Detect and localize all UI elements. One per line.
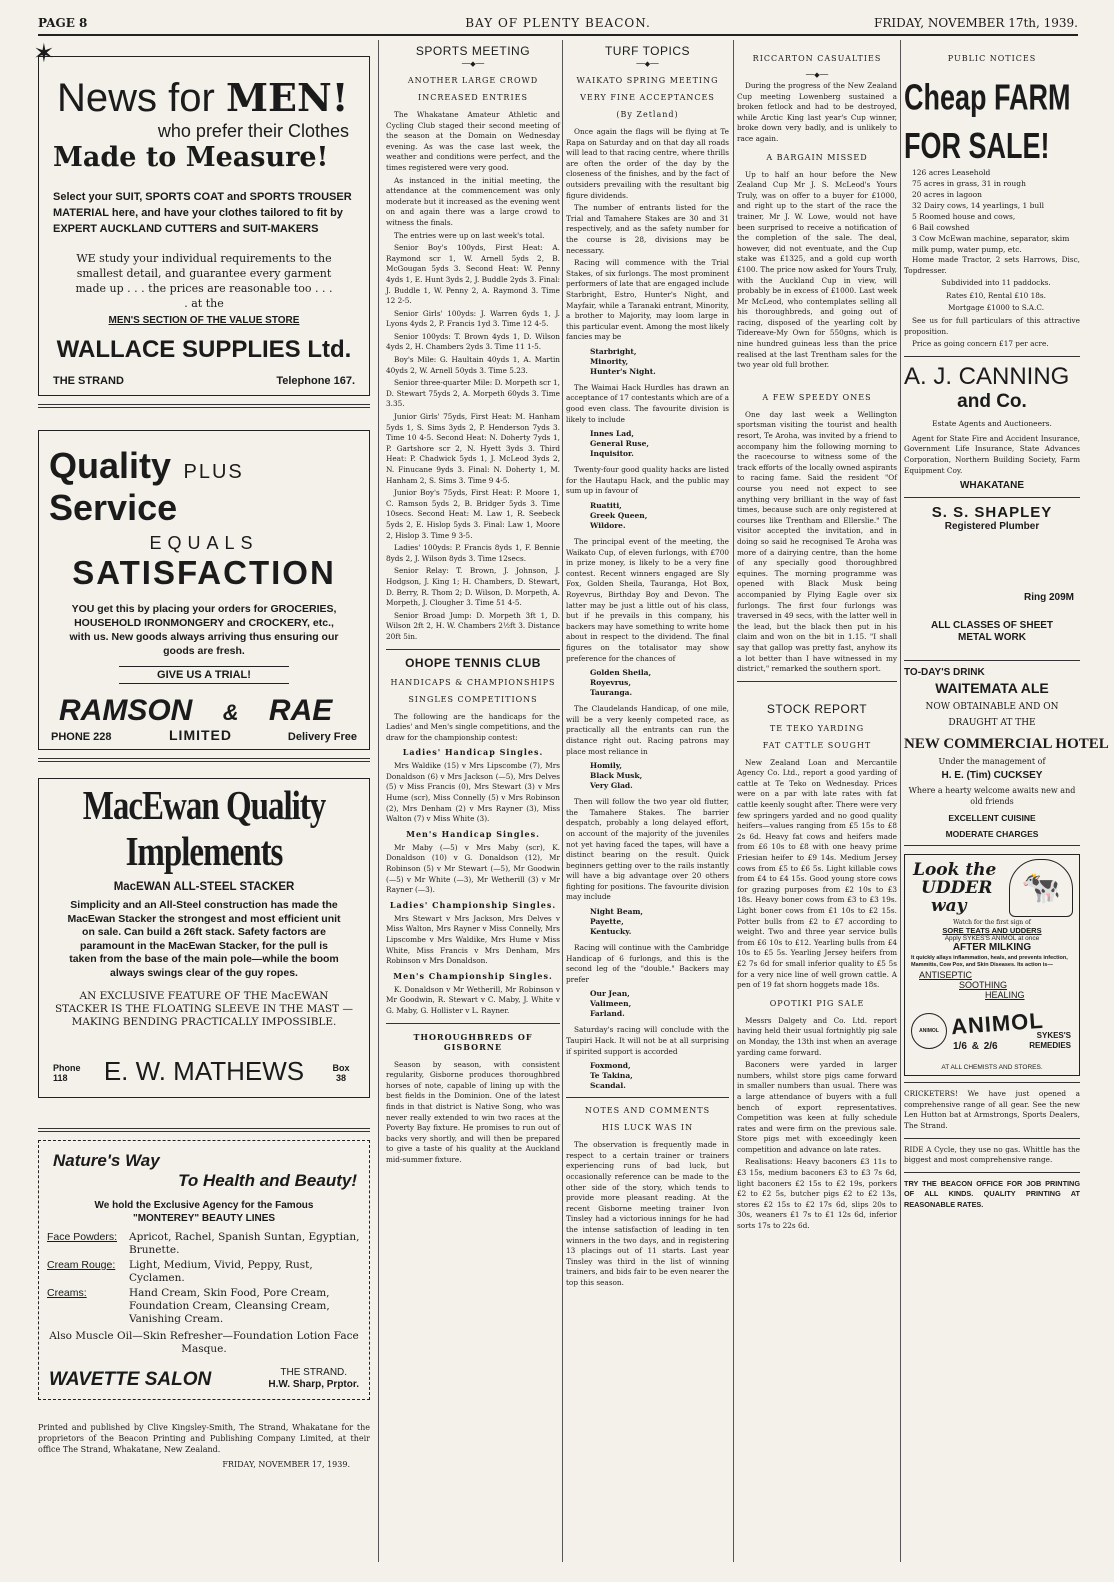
article-paragraph: The Whakatane Amateur Athletic and Cycling Club staged their second meeting of the season at the Domain on Wednesday evening. As was the case last week, the weather and conditions were perfect, and the times registered were very good.: [386, 110, 560, 172]
ad-company: E. W. MATHEWS: [103, 1056, 305, 1086]
article-paragraph: Messrs Dalgety and Co. Ltd. report having held their usual fortnightly pig sale on Monday, the 13th inst when an average yarding came forward.: [737, 1015, 897, 1057]
byline: (By Zetland): [616, 110, 679, 119]
article-paragraph: Mr Maby (—5) v Mrs Maby (scr), K. Donaldson (10) v G. Donaldson (12), Mr Robinson (5) v Mr Stewart (—5), Mr Goodwin (—5) v Mr White (—3), Mr Wetherill (3) v Mr Rayner (—3).: [386, 842, 560, 895]
waitemata-now: NOW OBTAINABLE AND ON: [925, 702, 1059, 713]
animol-chemists: AT ALL CHEMISTS AND STORES.: [941, 1064, 1043, 1072]
wallace-supplies-ad: [33, 39, 370, 396]
selections: Golden Sheila, Royevrus, Tauranga.: [590, 668, 652, 698]
waitemata-draught: DRAUGHT AT THE: [948, 718, 1036, 729]
ad-also: Also Muscle Oil—Skin Refresher—Foundation Lotion Face Masque.: [49, 1330, 359, 1355]
racing-stock-column: [737, 40, 897, 1565]
ad-phone: PHONE 228: [51, 731, 112, 743]
animol-sykes: SYKES'S: [1036, 1031, 1071, 1041]
notices-headline: PUBLIC NOTICES: [947, 54, 1037, 63]
tennis-section-head: Men's Handicap Singles.: [406, 828, 540, 839]
farm-sale-headline: [904, 73, 1080, 170]
waitemata-ad: [904, 667, 1109, 840]
stock-headline: STOCK REPORT: [766, 701, 868, 716]
article-paragraph: Boy's Mile: G. Haultain 40yds 1, A. Martin 40yds 2, W. Arnell 50yds 3. Time 5.23.: [386, 355, 560, 375]
animol-brand: ANIMOL: [950, 1007, 1045, 1040]
ad-section: MEN'S SECTION OF THE VALUE STORE: [108, 315, 300, 326]
article-paragraph: The entries were up on last week's total.: [394, 230, 545, 240]
ad-title: MacEwan Quality Implements: [82, 783, 326, 875]
tennis-section-head: Men's Championship Singles.: [393, 970, 553, 981]
ad-delivery: Delivery Free: [287, 731, 357, 743]
farm-rates: Rates £10, Rental £10 18s.: [946, 290, 1046, 300]
ad-quality: Quality: [49, 445, 172, 486]
article-paragraph: The observation is frequently made in respect to a certain trainer or trainers experiencing runs of bad luck, but occasionally reference can be made to the other side of the story, which tends to provide more pleasant reading. At the recent Gisborne meeting trainer Ivon Tinsley had a victorious innings for he had the intense satisfaction of leading in ten winners in the two days, and in registering 13 placings out of 11 starts. Last year Tinsley was third in the list of winning trainers, and bids fair to be even nearer the top this season.: [566, 1140, 729, 1287]
turf-subhead: WAIKATO SPRING MEETING: [576, 76, 719, 85]
ad-exclusive: AN EXCLUSIVE FEATURE OF THE MacEWAN STACKER IS THE FLOATING SLEEVE IN THE MAST — MAKING BENDING PRACTICALLY IMPOSSIBLE.: [54, 990, 354, 1028]
article-paragraph: Racing will commence with the Trial Stakes, of six furlongs. The most prominent performers of late that are engaged include Starbright, Estro, Hunter's Night, and Mayfair, while a Taranaki entrant, Minority, a brother to Majority, may loom large in this particular event. Among the most likely fancies may be: [566, 258, 729, 342]
article-paragraph: The principal event of the meeting, the Waikato Cup, of eleven furlongs, with £700 in prize money, is likely to be a very fine contest. Recent winners engaged are Sly Fox, Golden Sheila, Tauranga, Hot Box, Royevrus, Birthday Boy and Devon. The latter may be just a little out of his class, but if he prevails in this company, his backers may have something to write home about in respect to the dividend. The final figures on the totalisator may show preference for the chances of: [566, 537, 729, 663]
ad-service: Service: [49, 487, 178, 528]
stock-subhead: TE TEKO YARDING: [769, 723, 865, 733]
imprint-date: FRIDAY, NOVEMBER 17, 1939.: [222, 1460, 350, 1469]
imprint-text: Printed and published by Clive Kingsley-Smith, The Strand, Whakatane for the proprietors of the Beacon Printing and Publishing Company Limited, at their office The Strand, Whakatane, New Zealand.: [38, 1423, 370, 1454]
shapley-trade: Registered Plumber: [944, 521, 1040, 533]
page-number: PAGE 8: [38, 16, 88, 30]
notes-headline: NOTES AND COMMENTS: [584, 1106, 711, 1116]
sports-subhead: ANOTHER LARGE CROWD: [407, 76, 539, 85]
product-row: [47, 1259, 361, 1285]
ad-subtitle: To Health and Beauty!: [178, 1171, 357, 1190]
ad-headline-bold: MEN!: [225, 75, 349, 120]
ad-telephone: Telephone 167.: [276, 375, 355, 387]
article-paragraph: As instanced in the initial meeting, the attendance at the commencement was only moderate but it increased as the evening went on and again there was a large crowd to witness the finals.: [386, 175, 560, 227]
pig-sale-headline: OPOTIKI PIG SALE: [769, 998, 865, 1008]
animol-after: AFTER MILKING: [952, 942, 1032, 954]
article-paragraph: Baconers were yarded in larger numbers, whilst store pigs came forward in smaller numbers than usual. There was a large attendance of buyers with a full bench of export representatives. Competition was keen at fully schedule rates and were firm on the previous sale. Store pigs met with exceedingly keen competition and advance on late rates.: [737, 1060, 897, 1154]
ad-tagline: who prefer their Clothes: [157, 121, 349, 141]
product-row: [47, 1231, 361, 1257]
article-paragraph: Junior Boy's 75yds, First Heat: P. Moore 1, C. Ramson 5yds 2, B. Bridger 5yds 3. Time 10secs. Second Heat: M. Law 1, R. Seebeck 5yds 2, E. Hislop 5yds 3. Final: Law 1, Moore 2, Hislop 3. Time 9 3-5.: [386, 488, 560, 540]
article-paragraph: Senior Relay: T. Brown, J. Johnson, J. Hodgson, J. King 1; H. Chambers, D. Stewart, D. Berry, R. Thom 2; D. Wilson, D. Morpeth, A. Morpeth, J. Clougher 3. Time 51 4-5.: [386, 566, 560, 608]
canning-agent: Agent for State Fire and Accident Insurance, Government Life Insurance, State Advances Corporation, Northern Building Society, Farm Equipment Coy.: [904, 433, 1080, 475]
ad-slogan: Made to Measure!: [53, 142, 329, 173]
farm-subdivided: Subdivided into 11 paddocks.: [941, 278, 1051, 288]
canning-name: A. J. CANNING: [904, 362, 1070, 390]
riccarton-headline: RICCARTON CASUALTIES: [752, 54, 882, 63]
turf-column: [566, 40, 729, 1565]
article-paragraph: During the progress of the New Zealand Cup meeting Lowenberg sustained a broken fetlock and had to be destroyed, while Arctic King last year's Cup winner, broke down very badly, and is unlikely to race again.: [737, 81, 897, 143]
animol-look: Look the: [913, 860, 997, 881]
animol-antiseptic: ANTISEPTIC: [919, 970, 973, 981]
ad-phone: Phone 118: [53, 1063, 81, 1083]
sports-headline: SPORTS MEETING: [415, 44, 531, 58]
cricketers-notice: CRICKETERS! We have just opened a comprehensive range of all gear. See the new Len Hutton bat at Armstrongs, Sports Dealers, The Strand.: [904, 1089, 1080, 1130]
ad-study: WE study your individual requirements to the smallest detail, and guarantee every garment made up . . . the prices are reasonable too . . . . at the: [75, 252, 333, 310]
canning-co: and Co.: [957, 390, 1027, 412]
product-values: Hand Cream, Skin Food, Pore Cream, Foundation Cream, Cleansing Cream, Vanishing Cream.: [129, 1287, 330, 1325]
hotel-name: NEW COMMERCIAL HOTEL: [904, 736, 1109, 753]
masthead: [38, 12, 1078, 36]
ad-plus: PLUS: [183, 461, 244, 483]
ad-agency: We hold the Exclusive Agency for the Famous "MONTEREY" BEAUTY LINES: [94, 1200, 314, 1224]
shapley-ad: [904, 504, 1080, 654]
ad-address: THE STRAND: [53, 375, 124, 387]
farm-see: See us for full particulars of this attractive proposition.: [904, 315, 1080, 336]
ad-ampersand: &: [222, 700, 239, 725]
ad-ramson: RAMSON: [59, 694, 193, 727]
farm-home: Home made Tractor, 2 sets Harrows, Disc, Topdresser.: [904, 255, 1080, 275]
article-paragraph: Senior three-quarter Mile: D. Morpeth scr 1, D. Stewart 75yds 2, A. Morpeth 60yds 3. Time 3.35.: [386, 378, 560, 409]
article-paragraph: Up to half an hour before the New Zealand Cup Mr J. S. McLeod's Yours Truly, was on offer to a buyer for £1000, and right up to the start of the race the trainer, Mr J. W. Lowe, would not have been surprised to receive a notification of the completion of the sale. The deal, however, did not eventuate, and the Cup stake was £1325, and a gold cup worth £100. The price now asked for Yours Truly, with the Auckland Cup in view, will probably be in excess of £1000. Last week Mr McLeod, who contemplates selling all his thoroughbreds, and going out of racing, disposed of the yearling colt by Tidereave-My Own for 550gns, which is nine hundred guineas less than the price realised at the last Trentham sales for the two year old full brother.: [737, 169, 897, 370]
animol-price-2: 2/6: [983, 1041, 998, 1053]
speedy-headline: A FEW SPEEDY ONES: [762, 392, 872, 402]
article-paragraph: Racing will continue with the Cambridge Handicap of 6 furlongs, and this is the second leg of the "double." Backers may prefer: [566, 943, 729, 984]
article-paragraph: K. Donaldson v Mr Wetherill, Mr Robinson v Mr Goodwin, R. Stewart v C. Maby, J. White v G. Maby, G. Hollister v L. Rayner.: [386, 984, 560, 1015]
ad-equals: EQUALS: [149, 533, 259, 553]
animol-watch: Watch for the first sign of: [953, 919, 1031, 927]
hotel-charges: MODERATE CHARGES: [945, 829, 1039, 840]
article-paragraph: The following are the handicaps for the Ladies' and Men's single competitions, and the draw for the championship contest:: [386, 711, 560, 742]
animol-remedies: REMEDIES: [1029, 1041, 1071, 1051]
hotel-cuisine: EXCELLENT CUISINE: [948, 813, 1036, 824]
article-paragraph: Twenty-four good quality hacks are listed for the Hautapu Hack, and the public may sum up in favour of: [566, 465, 729, 496]
ad-title: Nature's Way: [53, 1151, 160, 1170]
article-paragraph: Junior Girls' 75yds, First Heat: M. Hanham 5yds 1, S. Sims 3yds 2, P. Henderson 7yds 3. Time 10 4-5. Second Heat: N. Doherty 7yds 1, P. Gartshore scr 2, N. Hyett 3yds 3. Third Heat: P. Chadwick 5yds 1, J. McLeod 3yds 2, N. Finucane 9yds 3. Final: N. Doherty 1, M. Hanham 2, S. Sims 3. Time 9 4-5.: [386, 412, 560, 485]
ad-address: THE STRAND.: [280, 1367, 348, 1378]
animol-soothing: SOOTHING: [959, 980, 1008, 991]
ornament-icon: ──◆──: [461, 60, 485, 68]
shapley-sheet: ALL CLASSES OF SHEET METAL WORK: [930, 620, 1054, 644]
hotel-manager: H. E. (Tim) CUCKSEY: [941, 770, 1043, 782]
ad-body: Simplicity and an All-Steel construction has made the MacEwan Stacker the strongest and most efficient unit on sale. Can build a 26ft stack. Safety factors are paramount in the MacEwan Stacker, for the pull is taken from the base of the main pole—while the boom always swings clear of the guy ropes.: [67, 899, 341, 979]
notices-column: [904, 40, 1109, 1565]
ad-body: YOU get this by placing your orders for GROCERIES, HOUSEHOLD IRONMONGERY and CROCKERY, etc., with us. New goods always arriving thus ensuring our goods are fresh.: [69, 603, 339, 657]
advert-column: [33, 39, 370, 1565]
ad-rae: RAE: [268, 694, 333, 727]
selections: Foxmond, Te Takina, Scandal.: [590, 1061, 633, 1091]
article-paragraph: Ladies' 100yds: P. Francis 8yds 1, F. Bennie 8yds 2, J. Wilson 8yds 3. Time 12secs.: [386, 543, 560, 563]
ad-salon: WAVETTE SALON: [49, 1369, 212, 1390]
animol-sore: SORE TEATS AND UDDERS: [942, 926, 1042, 936]
product-label: Creams:: [47, 1287, 87, 1299]
cycle-notice: RIDE A Cycle, they use no gas. Whittle has the biggest and most comprehensive range.: [904, 1144, 1080, 1165]
article-paragraph: One day last week a Wellington sportsman visiting the tourist and health resort, Te Aroha, was invited by a friend to accompany him the following morning to the racecourse to witness some of the track efforts of the locally owned aspirants to racing fame. Said the resident "Of course you need not expect to see anything very brilliant in the way of fast times, because such are only registered at courses like Trentham and Ellerslie." The visitor accepted the invitation, and in doing so said he recognised Te Aroha was more of a dairying centre, than the home of any specially good thoroughbred equines. The morning programme was opened with Black Musk being accompanied by Flying Eagle over six furlongs. The first four furlongs was traversed in 49 secs, with the latter well in the lead, but the black then put in his claim and won on the bit in 1.15. "I shall say that gallop was pretty fast, anyhow its a lot better than I have witnessed in my district," remarked the southern sport.: [737, 409, 897, 674]
ornament-icon: ──◆──: [805, 71, 829, 79]
macewan-ad: [38, 778, 370, 1098]
canning-trade: Estate Agents and Auctioneers.: [932, 418, 1052, 428]
ad-proprietor: H.W. Sharp, Prptor.: [268, 1379, 359, 1390]
animol-way: way: [931, 896, 967, 917]
farm-price: Price as going concern £17 per acre.: [912, 339, 1049, 349]
tennis-headline: OHOPE TENNIS CLUB: [405, 655, 541, 670]
waitemata-ale: WAITEMATA ALE: [935, 680, 1049, 697]
ad-trial: GIVE US A TRIAL!: [119, 666, 289, 684]
selections: Night Beam, Payette, Kentucky.: [590, 907, 643, 937]
selections: Homily, Black Musk, Very Glad.: [590, 761, 643, 791]
article-paragraph: The Claudelands Handicap, of one mile, will be a very keenly competed race, as practically all the entrants can run the distance right out. Racing patrons may place most reliance in: [566, 704, 729, 756]
shapley-ring: Ring 209M: [1023, 592, 1074, 604]
tennis-subhead: HANDICAPS & CHAMPIONSHIPS: [390, 677, 556, 687]
selections: Our Jean, Valimeen, Farland.: [590, 989, 632, 1019]
ad-subtitle: MacEWAN ALL-STEEL STACKER: [113, 881, 295, 893]
article-paragraph: Realisations: Heavy baconers £3 11s to £3 15s, medium baconers £3 to £3 7s 6d, light baconers £2 15s to £2 19s, porkers £2 to £2 5s, butcher pigs £2 to £2 13s, stores £2 15s to £2 17s 6d, slips 20s to 30s, weaners £1 7s to £1 12s 6d, inferior sorts 17s to 22s 6d.: [737, 1157, 897, 1231]
farm-mortgage: Mortgage £1000 to S.A.C.: [947, 303, 1045, 313]
turf-subhead-2: VERY FINE ACCEPTANCES: [580, 93, 715, 102]
farm-sale-line-2: FOR SALE!: [904, 125, 1050, 167]
tennis-subhead-2: SINGLES COMPETITIONS: [408, 694, 538, 704]
imprint: [38, 1422, 370, 1470]
product-label: Cream Rouge:: [47, 1259, 116, 1271]
product-values: Light, Medium, Vivid, Peppy, Rust, Cyclamen.: [129, 1259, 313, 1284]
ramson-rae-ad: [38, 430, 370, 750]
article-paragraph: The Waimai Hack Hurdles has drawn an acceptance of 17 contestants which are of a good even class. The favourite division is likely to include: [566, 382, 730, 424]
selections: Starbright, Minority, Hunter's Night.: [590, 346, 656, 376]
star-icon: ✶: [33, 39, 55, 69]
article-paragraph: The number of entrants listed for the Trial and Tamahere Stakes are 30 and 31 respectively, and as the safety number for the course is 28, divisions may be necessary.: [566, 203, 729, 255]
animol-healing: HEALING: [985, 990, 1025, 1001]
hotel-management: Under the management of: [938, 757, 1046, 767]
bargain-headline: A BARGAIN MISSED: [766, 152, 868, 162]
animol-quick: It quickly allays inflammation, heals, and prevents infection, Mammitis, Cow Pox, and Skin Diseases. Its action is—: [911, 955, 1068, 968]
product-list: [47, 1231, 361, 1326]
product-row: [47, 1287, 361, 1326]
article-paragraph: Senior Girls' 100yds: J. Warren 6yds 1, J. Lyons 4yds 2, P. Francis 1yd 3. Time 12 4-5.: [386, 308, 560, 329]
ad-box: Box 38: [332, 1063, 350, 1083]
article-paragraph: Senior Boy's 100yds, First Heat: A. Raymond scr 1, W. Arnell 5yds 2, B. McGougan 5yds 3. Second Heat: W. Penny 4yds 1, E. Hunt 3yds 2, J. Buddle 2yds 3. Final: J. Buddle 1, W. Penny 2, A. Raymond 3. Time 12 2-5.: [386, 243, 560, 306]
selections: Innes Lad, General Ruse, Inquisitor.: [590, 429, 649, 459]
wavette-salon-ad: [38, 1140, 370, 1400]
hotel-welcome: Where a hearty welcome awaits new and old friends: [908, 786, 1076, 807]
ad-company: WALLACE SUPPLIES Ltd.: [56, 336, 352, 363]
ad-satisfaction: SATISFACTION: [72, 554, 336, 591]
ad-body: Select your SUIT, SPORTS COAT and SPORTS TROUSER MATERIAL here, and have your clothes tailored to fit by EXPERT AUCKLAND CUTTERS and SUIT-MAKERS: [53, 191, 352, 235]
stock-subhead-2: FAT CATTLE SOUGHT: [762, 740, 872, 750]
animol-apply: Apply SYKES'S ANIMOL at once: [944, 935, 1040, 943]
gisborne-headline: THOROUGHBREDS OF GISBORNE: [413, 1031, 533, 1052]
farm-details: 126 acres Leasehold 75 acres in grass, 31 in rough 20 acres in lagoon 32 Dairy cows, 14 yearlings, 1 bull 5 Roomed house and cows, 6 Bail cowshed 3 Cow McEwan machine, separator, skim milk pump, water pump, etc.: [912, 168, 1070, 254]
farm-sale-line-1: Cheap FARM: [904, 77, 1071, 118]
paper-title: BAY OF PLENTY BEACON.: [465, 16, 651, 30]
animol-ad: Look the UDDER way 🐄 Watch for the first sign of SORE TEATS AND UDDERS Apply SYKES'S ANIMOL at once AFTER MILKING It quickly allays inflammation, heals, and prevents infection, Mammitis, Cow Pox, and Skin Diseases. Its action is— ANTISEPTIC SOOTHING HEALING ANIMOL ANIMOL SYKES'S REMEDIES 1/6 & 2/6 AT ALL CHEMISTS AND STORES.: [904, 854, 1080, 1076]
selections: Ruatiti, Greek Queen, Wildore.: [590, 501, 648, 531]
article-paragraph: Mrs Stewart v Mrs Jackson, Mrs Delves v Miss Walton, Mrs Rayner v Miss Connelly, Mrs Lipscombe v Mrs Waldike, Mrs Hume v Miss White, Miss Francis v Mrs Denham, Mrs Robinson v Mrs Donaldson.: [386, 913, 560, 966]
issue-date: FRIDAY, NOVEMBER 17th, 1939.: [874, 16, 1078, 30]
ornament-icon: ──◆──: [636, 60, 659, 68]
animol-udder: UDDER: [921, 878, 993, 899]
animol-price-1: 1/6: [953, 1041, 967, 1053]
printing-notice: TRY THE BEACON OFFICE FOR JOB PRINTING OF ALL KINDS. QUALITY PRINTING AT REASONABLE RATES.: [904, 1178, 1080, 1209]
tennis-section-head: Ladies' Championship Singles.: [389, 899, 557, 910]
shapley-name: S. S. SHAPLEY: [931, 504, 1053, 522]
sports-column: [386, 40, 560, 1565]
canning-town: WHAKATANE: [959, 480, 1025, 492]
turf-headline: TURF TOPICS: [604, 44, 691, 58]
ad-headline: News for: [57, 76, 215, 120]
canning-ad: [904, 363, 1080, 491]
article-paragraph: Saturday's racing will conclude with the Taupiri Hack. It will not be at all surprising if spirited support is accorded: [566, 1025, 729, 1056]
article-paragraph: Once again the flags will be flying at Te Rapa on Saturday and on that day all roads will lead to that racing centre, where thrills are often the order of the day by the closeness of the finishes, and by the fact of outsiders prevailing with the resultant big figure dividends.: [566, 127, 729, 200]
ad-limited: LIMITED: [169, 727, 232, 743]
cow-icon: 🐄: [1009, 859, 1073, 917]
animol-tin-icon: ANIMOL: [911, 1013, 947, 1049]
article-paragraph: Mrs Waldike (15) v Mrs Lipscombe (7), Mrs Donaldson (6) v Mrs Jackson (—5), Mrs Delves (5) v Miss Francis (0), Mrs Stewart (3) v Mrs Hume (scr), Miss Connelly (5) v Mrs Robinson (2), Mrs Denham (2) v Mrs Rayner (3), Miss Walton (7) v Miss White (3).: [386, 761, 560, 824]
product-label: Face Powders:: [47, 1231, 118, 1243]
article-paragraph: New Zealand Loan and Mercantile Agency Co. Ltd., report a good yarding of cattle at Te Teko on Wednesday. Prices were on a par with late rates with fat cattle keenly sought after. There were very few springers yarded and no good quality heifers—values ranging from £5 15s to £8 2s 6d. Heavy fat cows and heifers made from £6 10s to £8 with one heavy prime Friesian heifer to £9 14s. Medium Jersey cows from £5 to £6 5s. Light killable cows from £4 to £4 15s. Good young store cows for grazing purposes from £2 10s to £3 18s. Heavy boner cows from £3 to £3 19s. Light boner cows from £1 10s to £2 15s. Potter bulls from £2 to £7 according to weight. Two and three year service bulls from £6 10s to £12. Yearling bulls from £4 10s to £5 5s. Yearling Jersey heifers from £2 7s 6d for small inferior quality to £5 5s for a very nice line of well grown cattle. A pen of 19 fat shorn hoggets made 18s.: [737, 757, 897, 990]
article-paragraph: Then will follow the two year old flutter, the Tamahere Stakes. The barrier despatch, probably a long delayed effort, on account of the majority of the juveniles not yet having faced the tapes, will have a distinct bearing on the result. Quick beginners getting over to the rails instantly will have a big advantage over 20 others fighting for positions. The favourite division may include: [566, 797, 729, 902]
tennis-section-head: Ladies' Handicap Singles.: [402, 747, 544, 758]
waitemata-drink: TO-DAY'S DRINK: [904, 667, 985, 679]
luck-headline: HIS LUCK WAS IN: [601, 1123, 694, 1133]
article-paragraph: Senior 100yds: T. Brown 4yds 1, D. Wilson 4yds 2, H. Chambers 2yds 3. Time 11 1-5.: [386, 331, 560, 352]
product-values: Apricot, Rachel, Spanish Suntan, Egyptian, Brunette.: [129, 1231, 360, 1256]
article-paragraph: Season by season, with consistent regularity, Gisborne produces thoroughbred horses of note, capable of lining up with the best fields in the Dominion. One of the latest finds in that district is Native Song, who was never really extended to win two races at the Poverty Bay fixture. He promises to run out of backs very shortly, and will then be prepared to give a taste of his quality at the Auckland mid-summer fixture.: [386, 1059, 560, 1164]
article-paragraph: Senior Broad Jump: D. Morpeth 3ft 1, D. Wilson 2ft 2, H. W. Chambers 2½ft 3. Distance 20ft 5in.: [386, 610, 560, 641]
sports-subhead-2: INCREASED ENTRIES: [418, 93, 528, 102]
